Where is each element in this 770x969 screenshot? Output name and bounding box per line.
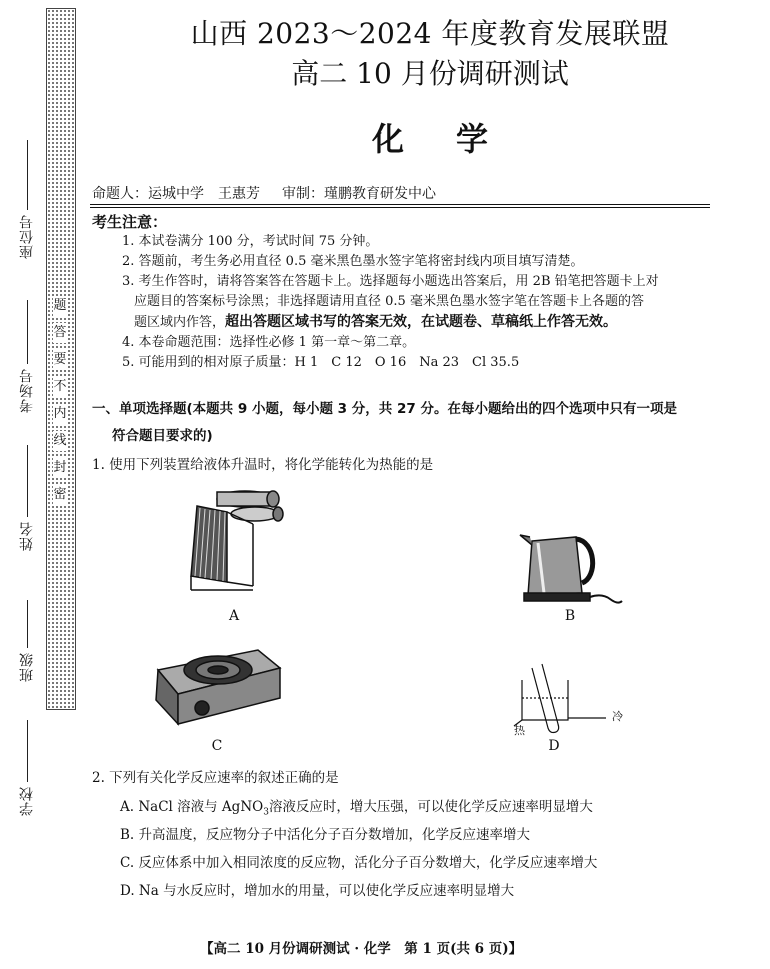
question-1-stem: 1. 使用下列装置给液体升温时，将化学能转化为热能的是 (92, 457, 434, 473)
section-heading-line1: 一、单项选择题(本题共 9 小题，每小题 3 分，共 27 分。在每小题给出的四个选项中只有一项是 (92, 401, 677, 417)
notice-heading: 考生注意： (92, 213, 168, 231)
notice-item-3 (122, 272, 712, 333)
notice-item-4: 4. 本卷命题范围：选择性必修 1 第一章～第二章。 (122, 335, 416, 350)
question-2-stem: 2. 下列有关化学反应速率的叙述正确的是 (92, 770, 339, 786)
figure-caption-d: D (548, 738, 560, 754)
notice-emphasis: 超出答题区域书写的答案无效，在试题卷、草稿纸上作答无效。 (225, 314, 618, 330)
notice-text (122, 312, 712, 333)
seal-char: 题 (53, 296, 66, 316)
notice-item-2: 2. 答题前，考生务必用直径 0.5 毫米黑色墨水签字笔将密封线内项目填写清楚。 (122, 254, 584, 269)
name-field[interactable] (12, 445, 42, 551)
name-label: 姓名 (19, 521, 35, 551)
gas-stove-image (148, 640, 284, 732)
seal-char: 内 (53, 404, 66, 424)
divider (90, 207, 710, 208)
exam-room-label: 考场号 (19, 368, 35, 413)
q2-option-d: D. Na 与水反应时，增加水的用量，可以使化学反应速率明显增大 (120, 883, 515, 899)
class-label: 班级 (19, 652, 35, 682)
seal-char: 不 (53, 377, 66, 397)
divider (90, 204, 710, 205)
fill-line (27, 600, 28, 648)
figure-caption-b: B (564, 608, 576, 624)
reviewer-credit: 审制：瑾鹏教育研发中心 (282, 186, 436, 202)
figure-caption-c: C (211, 738, 223, 754)
seat-number-label: 座位号 (19, 214, 35, 259)
option-a-subscript: 3 (263, 807, 269, 818)
page-footer: 【高二 10 月份调研测试 · 化学 第 1 页(共 6 页)】 (200, 941, 523, 957)
seal-warning-text (50, 296, 70, 505)
section-heading-line2: 符合题目要求的) (112, 428, 213, 444)
notice-text: 3. 考生作答时，请将答案答在答题卡上。选择题每小题选出答案后，用 2B 铅笔把答题卡上对 (122, 274, 659, 289)
school-field[interactable] (12, 720, 42, 816)
notice-text: 应题目的答案标号涂黑；非选择题请用直径 0.5 毫米黑色墨水签字笔在答题卡上各题的答 (134, 294, 644, 309)
fill-line (27, 140, 28, 210)
option-a-text-cont: 溶液反应时，增大压强，可以使化学反应速率明显增大 (268, 799, 593, 815)
exam-subtitle: 高二 10 月份调研测试 (291, 57, 569, 90)
exam-title: 山西 2023～2024 年度教育发展联盟 (190, 17, 670, 50)
test-tube-water-bath-diagram (508, 660, 626, 736)
seal-char: 封 (53, 458, 66, 478)
fill-line (27, 445, 28, 517)
notice-text-part: 题区域内作答， (134, 315, 226, 330)
author-credit: 命题人：运城中学 王惠芳 (92, 186, 260, 202)
q2-option-c: C. 反应体系中加入相同浓度的反应物，活化分子百分数增大，化学反应速率增大 (120, 855, 598, 871)
q2-option-a (120, 795, 593, 818)
q2-option-b: B. 升高温度，反应物分子中活化分子百分数增加，化学反应速率增大 (120, 827, 531, 843)
subject-title: 化学 (371, 120, 540, 158)
electric-kettle-image (512, 527, 630, 605)
seat-number-field[interactable] (12, 140, 42, 259)
class-field[interactable] (12, 600, 42, 682)
figure-caption-a: A (228, 608, 240, 624)
section-heading (92, 396, 720, 450)
option-a-text: A. NaCl 溶液与 AgNO (120, 799, 264, 815)
seal-char: 密 (53, 485, 66, 505)
seal-char: 线 (53, 431, 66, 451)
fill-line (27, 300, 28, 364)
exam-room-field[interactable] (12, 300, 42, 413)
solar-water-heater-image (183, 484, 293, 594)
credits-line (92, 183, 436, 203)
notice-item-1: 1. 本试卷满分 100 分，考试时间 75 分钟。 (122, 234, 379, 249)
hot-label: 热 (514, 724, 525, 737)
fill-line (27, 720, 28, 782)
cold-label: 冷 (612, 710, 623, 723)
notice-item-5: 5. 可能用到的相对原子质量：H 1 C 12 O 16 Na 23 Cl 35.5 (122, 355, 520, 370)
seal-char: 答 (53, 323, 66, 343)
seal-char: 要 (53, 350, 66, 370)
school-label: 学校 (19, 786, 35, 816)
